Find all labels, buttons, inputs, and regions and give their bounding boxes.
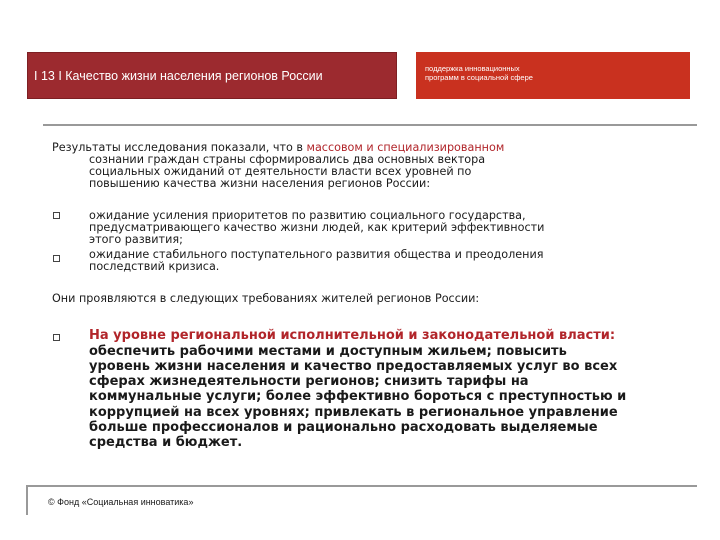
bullet-square-icon bbox=[53, 255, 60, 262]
bullet-1-line-3: этого развития; bbox=[89, 233, 183, 246]
header-title-box bbox=[27, 52, 397, 99]
main-point-line-7: больше профессионалов и рационально расходовать выделяемые bbox=[89, 420, 598, 435]
header-subtitle-box bbox=[416, 52, 690, 99]
intro-highlight: массовом и специализированном bbox=[306, 141, 505, 154]
bullet-1-line-1: ожидание усиления приоритетов по развитию социального государства, bbox=[89, 209, 526, 222]
main-point-line-5: коммунальные услуги; более эффективно бороться с преступностью и bbox=[89, 389, 627, 404]
requirements-heading: Они проявляются в следующих требованиях жителей регионов России: bbox=[52, 292, 480, 305]
main-point-line-8: средства и бюджет. bbox=[89, 435, 243, 450]
main-point-highlight: На уровне региональной исполнительной и законодательной власти: bbox=[89, 328, 616, 343]
intro-line-4: повышению качества жизни населения регионов России: bbox=[89, 177, 431, 190]
main-point-line-4: сферах жизнедеятельности регионов; снизить тарифы на bbox=[89, 374, 529, 389]
bullet-2-line-1: ожидание стабильного поступательного развития общества и преодоления bbox=[89, 248, 544, 261]
bottom-left-rule bbox=[26, 485, 28, 515]
main-point-line-2: обеспечить рабочими местами и доступным жильем; повысить bbox=[89, 344, 567, 359]
bullet-1-line-2: предусматривающего качество жизни людей, как критерий эффективности bbox=[89, 221, 545, 234]
footer-copyright: © Фонд «Социальная инноватика» bbox=[48, 497, 194, 507]
intro-line-1: Результаты исследования показали, что в массовом и специализированном bbox=[52, 141, 505, 154]
header-subtitle-line2: программ в социальной сфере bbox=[425, 73, 533, 82]
bullet-square-icon bbox=[53, 212, 60, 219]
bottom-rule bbox=[26, 485, 697, 487]
main-point-line-3: уровень жизни населения и качество предоставляемых услуг во всех bbox=[89, 359, 618, 374]
main-point-line-6: коррупцией на всех уровнях; привлекать в региональное управление bbox=[89, 405, 618, 420]
intro-line-3: социальных ожиданий от деятельности власти всех уровней по bbox=[89, 165, 472, 178]
page-title: I 13 I Качество жизни населения регионов России bbox=[34, 68, 323, 83]
bullet-2-line-2: последствий кризиса. bbox=[89, 260, 220, 273]
bullet-square-icon bbox=[53, 334, 60, 341]
header-subtitle-line1: поддержка инновационных bbox=[425, 64, 520, 73]
top-rule bbox=[43, 124, 697, 126]
intro-line-2: сознании граждан страны сформировались два основных вектора bbox=[89, 153, 486, 166]
